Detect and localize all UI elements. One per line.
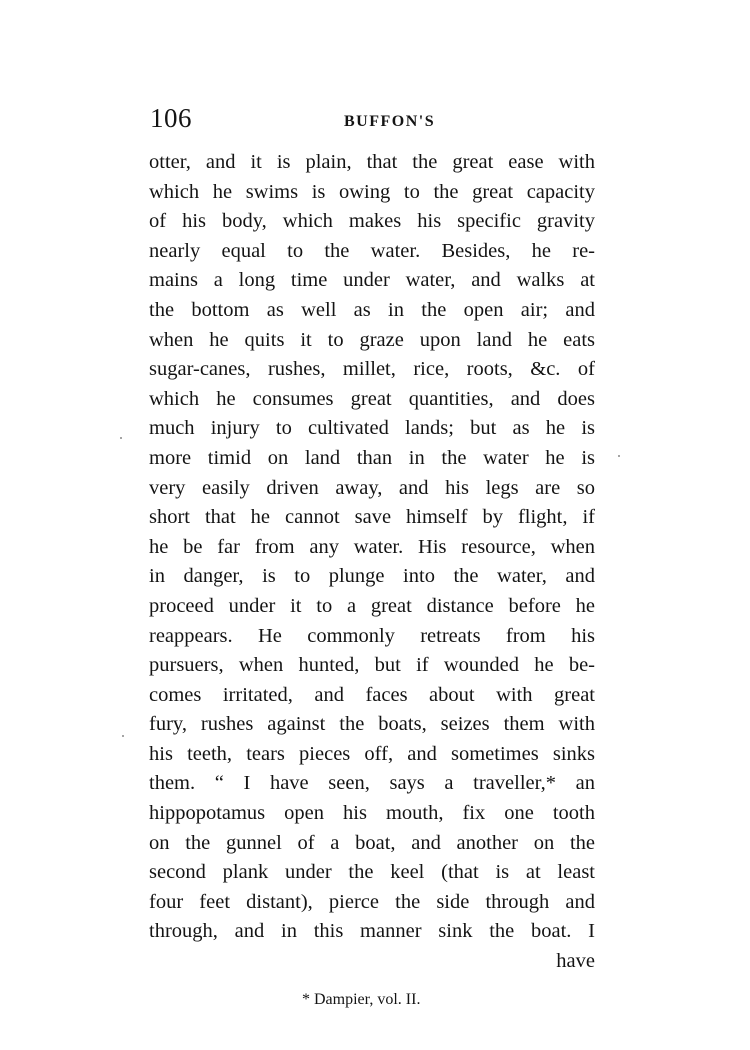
text-line: second plank under the keel (that is at least (149, 861, 595, 884)
text-line: the bottom as well as in the open air; and (149, 298, 595, 321)
text-line: fury, rushes against the boats, seizes them with (149, 713, 595, 736)
text-line: pursuers, when hunted, but if wounded he be- (149, 654, 595, 677)
text-line: which he consumes great quantities, and does (149, 387, 595, 410)
text-line: of his body, which makes his specific gravity (149, 210, 595, 233)
text-line: more timid on land than in the water he is (149, 446, 595, 469)
page-number: 106 (150, 103, 192, 133)
text-line: which he swims is owing to the great capacity (149, 180, 595, 203)
text-line: reappears. He commonly retreats from his (149, 624, 595, 647)
paper-speck (618, 455, 620, 457)
text-line: he be far from any water. His resource, when (149, 535, 595, 558)
text-line: comes irritated, and faces about with great (149, 683, 595, 706)
text-line: hippopotamus open his mouth, fix one tooth (149, 802, 595, 825)
text-line: on the gunnel of a boat, and another on the (149, 831, 595, 854)
catchword: have (556, 950, 595, 973)
text-line: nearly equal to the water. Besides, he re- (149, 239, 595, 262)
text-line: sugar-canes, rushes, millet, rice, roots, &c. of (149, 358, 595, 381)
text-line: very easily driven away, and his legs are so (149, 476, 595, 499)
text-line: short that he cannot save himself by flight, if (149, 506, 595, 529)
text-line: them. “ I have seen, says a traveller,* an (149, 772, 595, 795)
footnote: * Dampier, vol. II. (302, 991, 421, 1008)
text-line: in danger, is to plunge into the water, and (149, 565, 595, 588)
text-line: otter, and it is plain, that the great ease with (149, 151, 595, 173)
paper-speck (122, 735, 124, 737)
text-line: through, and in this manner sink the boat. I (149, 920, 595, 943)
text-line: mains a long time under water, and walks at (149, 269, 595, 292)
text-line: much injury to cultivated lands; but as he is (149, 417, 595, 440)
text-line: when he quits it to graze upon land he eats (149, 328, 595, 351)
body-text (149, 148, 595, 977)
text-line: proceed under it to a great distance before he (149, 594, 595, 617)
text-line: four feet distant), pierce the side through and (149, 890, 595, 913)
text-line: his teeth, tears pieces off, and sometimes sinks (149, 742, 595, 765)
paper-speck (120, 437, 122, 439)
running-head: BUFFON'S (344, 113, 436, 130)
